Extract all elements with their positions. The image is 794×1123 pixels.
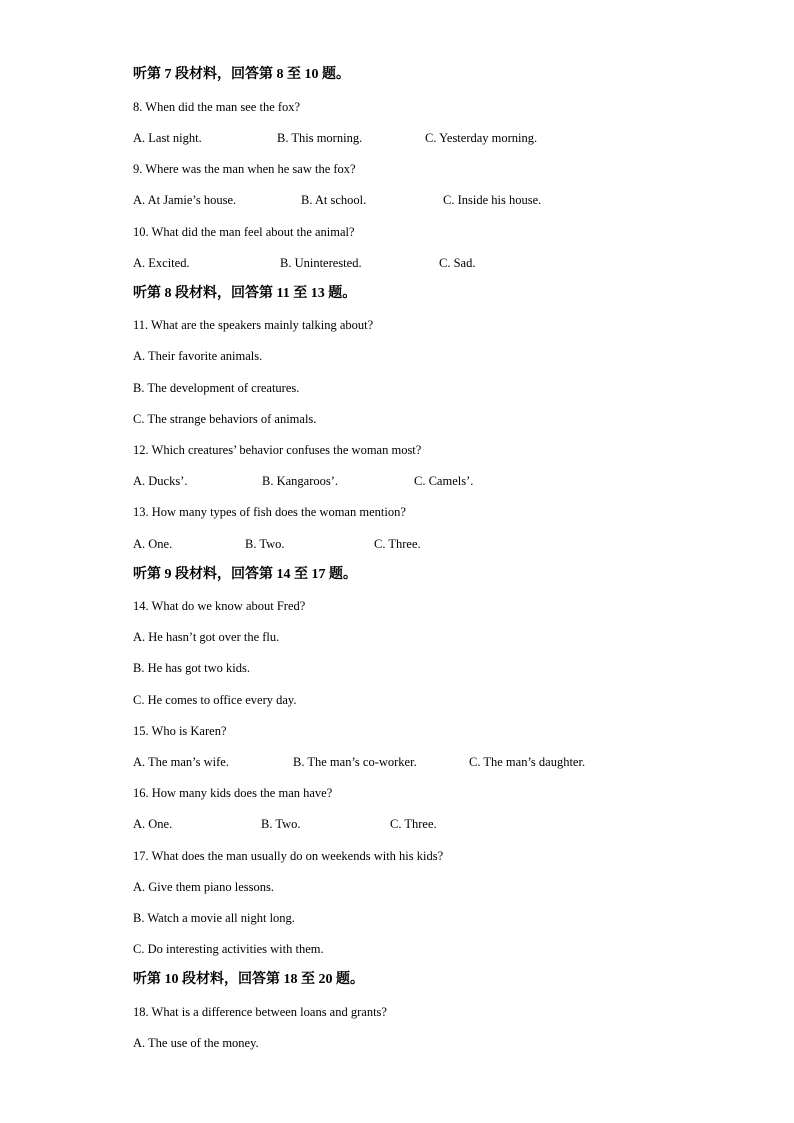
- option-14b: B. He has got two kids.: [133, 661, 251, 675]
- option-16a: A. One.: [133, 817, 173, 831]
- question-9: 9. Where was the man when he saw the fox?: [133, 162, 356, 176]
- section-heading-10: 听第 10 段材料，回答第 18 至 20 题。: [133, 972, 364, 987]
- question-10: 10. What did the man feel about the animal?: [133, 225, 355, 239]
- option-8a: A. Last night.: [133, 131, 202, 145]
- section-heading-9: 听第 9 段材料，回答第 14 至 17 题。: [133, 567, 357, 582]
- option-15b: B. The man’s co-worker.: [293, 755, 417, 769]
- option-18a: A. The use of the money.: [133, 1036, 259, 1050]
- option-9b: B. At school.: [301, 193, 367, 207]
- option-9a: A. At Jamie’s house.: [133, 193, 237, 207]
- option-10b: B. Uninterested.: [280, 256, 362, 270]
- question-14: 14. What do we know about Fred?: [133, 599, 306, 613]
- option-13a: A. One.: [133, 537, 173, 551]
- option-17c: C. Do interesting activities with them.: [133, 942, 324, 956]
- option-10c: C. Sad.: [439, 256, 476, 270]
- option-17a: A. Give them piano lessons.: [133, 880, 274, 894]
- option-12b: B. Kangaroos’.: [262, 474, 339, 488]
- option-14c: C. He comes to office every day.: [133, 693, 297, 707]
- option-16c: C. Three.: [390, 817, 437, 831]
- option-11c: C. The strange behaviors of animals.: [133, 412, 317, 426]
- option-8c: C. Yesterday morning.: [425, 131, 538, 145]
- option-9c: C. Inside his house.: [443, 193, 542, 207]
- option-15a: A. The man’s wife.: [133, 755, 229, 769]
- section-heading-7: 听第 7 段材料，回答第 8 至 10 题。: [133, 67, 350, 82]
- option-12c: C. Camels’.: [414, 474, 474, 488]
- question-18: 18. What is a difference between loans and grants?: [133, 1005, 387, 1019]
- question-17: 17. What does the man usually do on weekends with his kids?: [133, 849, 444, 863]
- option-13c: C. Three.: [374, 537, 421, 551]
- option-14a: A. He hasn’t got over the flu.: [133, 630, 280, 644]
- option-12a: A. Ducks’.: [133, 474, 188, 488]
- question-8: 8. When did the man see the fox?: [133, 100, 301, 114]
- option-13b: B. Two.: [245, 537, 285, 551]
- question-12: 12. Which creatures’ behavior confuses the woman most?: [133, 443, 422, 457]
- option-16b: B. Two.: [261, 817, 301, 831]
- option-17b: B. Watch a movie all night long.: [133, 911, 295, 925]
- question-11: 11. What are the speakers mainly talking about?: [133, 318, 374, 332]
- option-8b: B. This morning.: [277, 131, 363, 145]
- option-10a: A. Excited.: [133, 256, 190, 270]
- option-11a: A. Their favorite animals.: [133, 349, 263, 363]
- section-heading-8: 听第 8 段材料，回答第 11 至 13 题。: [133, 286, 357, 301]
- question-16: 16. How many kids does the man have?: [133, 786, 333, 800]
- question-15: 15. Who is Karen?: [133, 724, 227, 738]
- option-11b: B. The development of creatures.: [133, 381, 300, 395]
- question-13: 13. How many types of fish does the woman mention?: [133, 505, 406, 519]
- option-15c: C. The man’s daughter.: [469, 755, 586, 769]
